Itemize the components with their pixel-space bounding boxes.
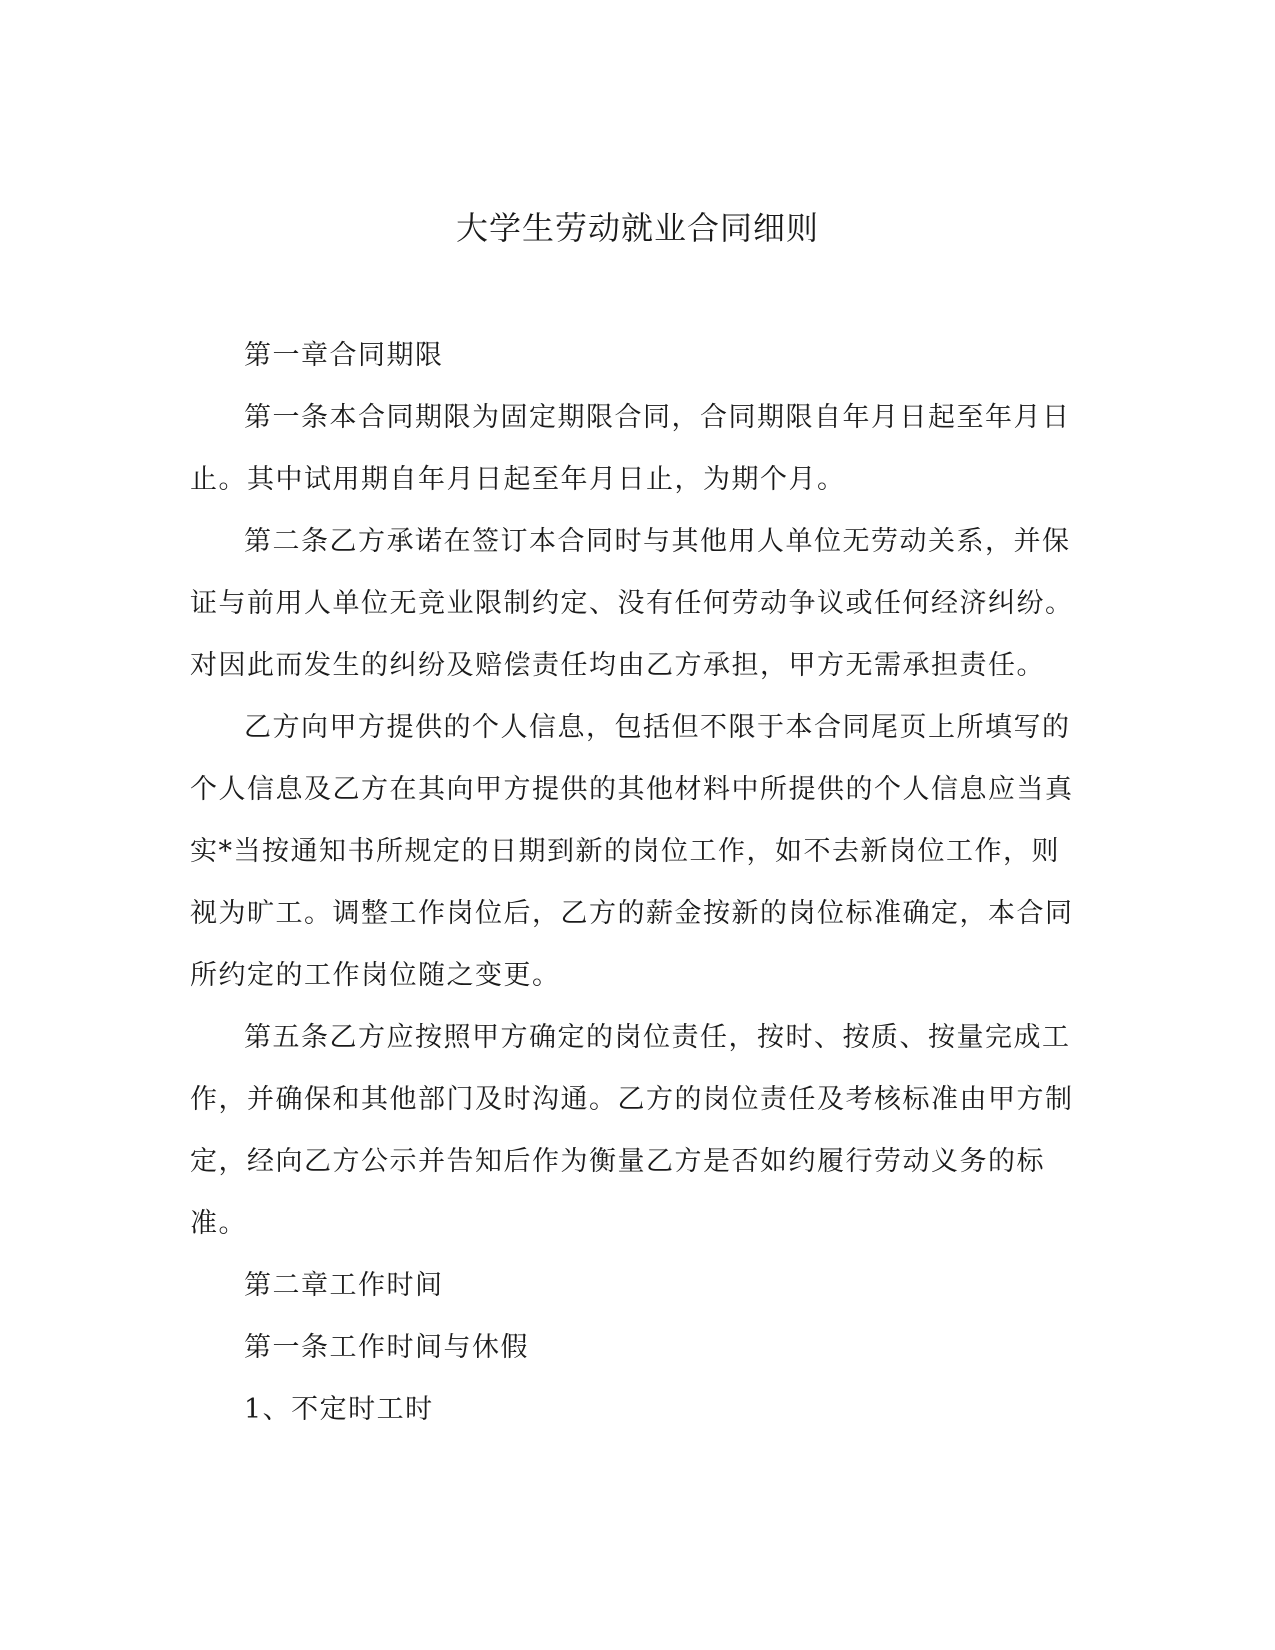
paragraph: 第五条乙方应按照甲方确定的岗位责任，按时、按质、按量完成工作，并确保和其他部门及时沟通。乙方的岗位责任及考核标准由甲方制定，经向乙方公示并告知后作为衡量乙方是否如约履行劳动义务的标准。 (190, 1022, 1074, 1239)
paragraph: 第二条乙方承诺在签订本合同时与其他用人单位无劳动关系，并保证与前用人单位无竞业限制约定、没有任何劳动争议或任何经济纠纷。对因此而发生的纠纷及赔偿责任均由乙方承担，甲方无需承担责任。 (190, 526, 1074, 681)
chapter-heading: 第一章合同期限 (244, 340, 444, 371)
document-body (190, 325, 1080, 1441)
list-item: 1、不定时工时 (244, 1394, 434, 1425)
paragraph: 乙方向甲方提供的个人信息，包括但不限于本合同尾页上所填写的个人信息及乙方在其向甲方提供的其他材料中所提供的个人信息应当真实*当按通知书所规定的日期到新的岗位工作，如不去新岗位工作，则视为旷工。调整工作岗位后，乙方的薪金按新的岗位标准确定，本合同所约定的工作岗位随之变更。 (190, 712, 1074, 991)
section-heading: 第一条工作时间与休假 (244, 1332, 529, 1363)
document-title: 大学生劳动就业合同细则 (455, 209, 819, 247)
chapter-heading: 第二章工作时间 (244, 1270, 444, 1301)
paragraph: 第一条本合同期限为固定期限合同，合同期限自年月日起至年月日止。其中试用期自年月日起至年月日止，为期个月。 (190, 402, 1071, 495)
